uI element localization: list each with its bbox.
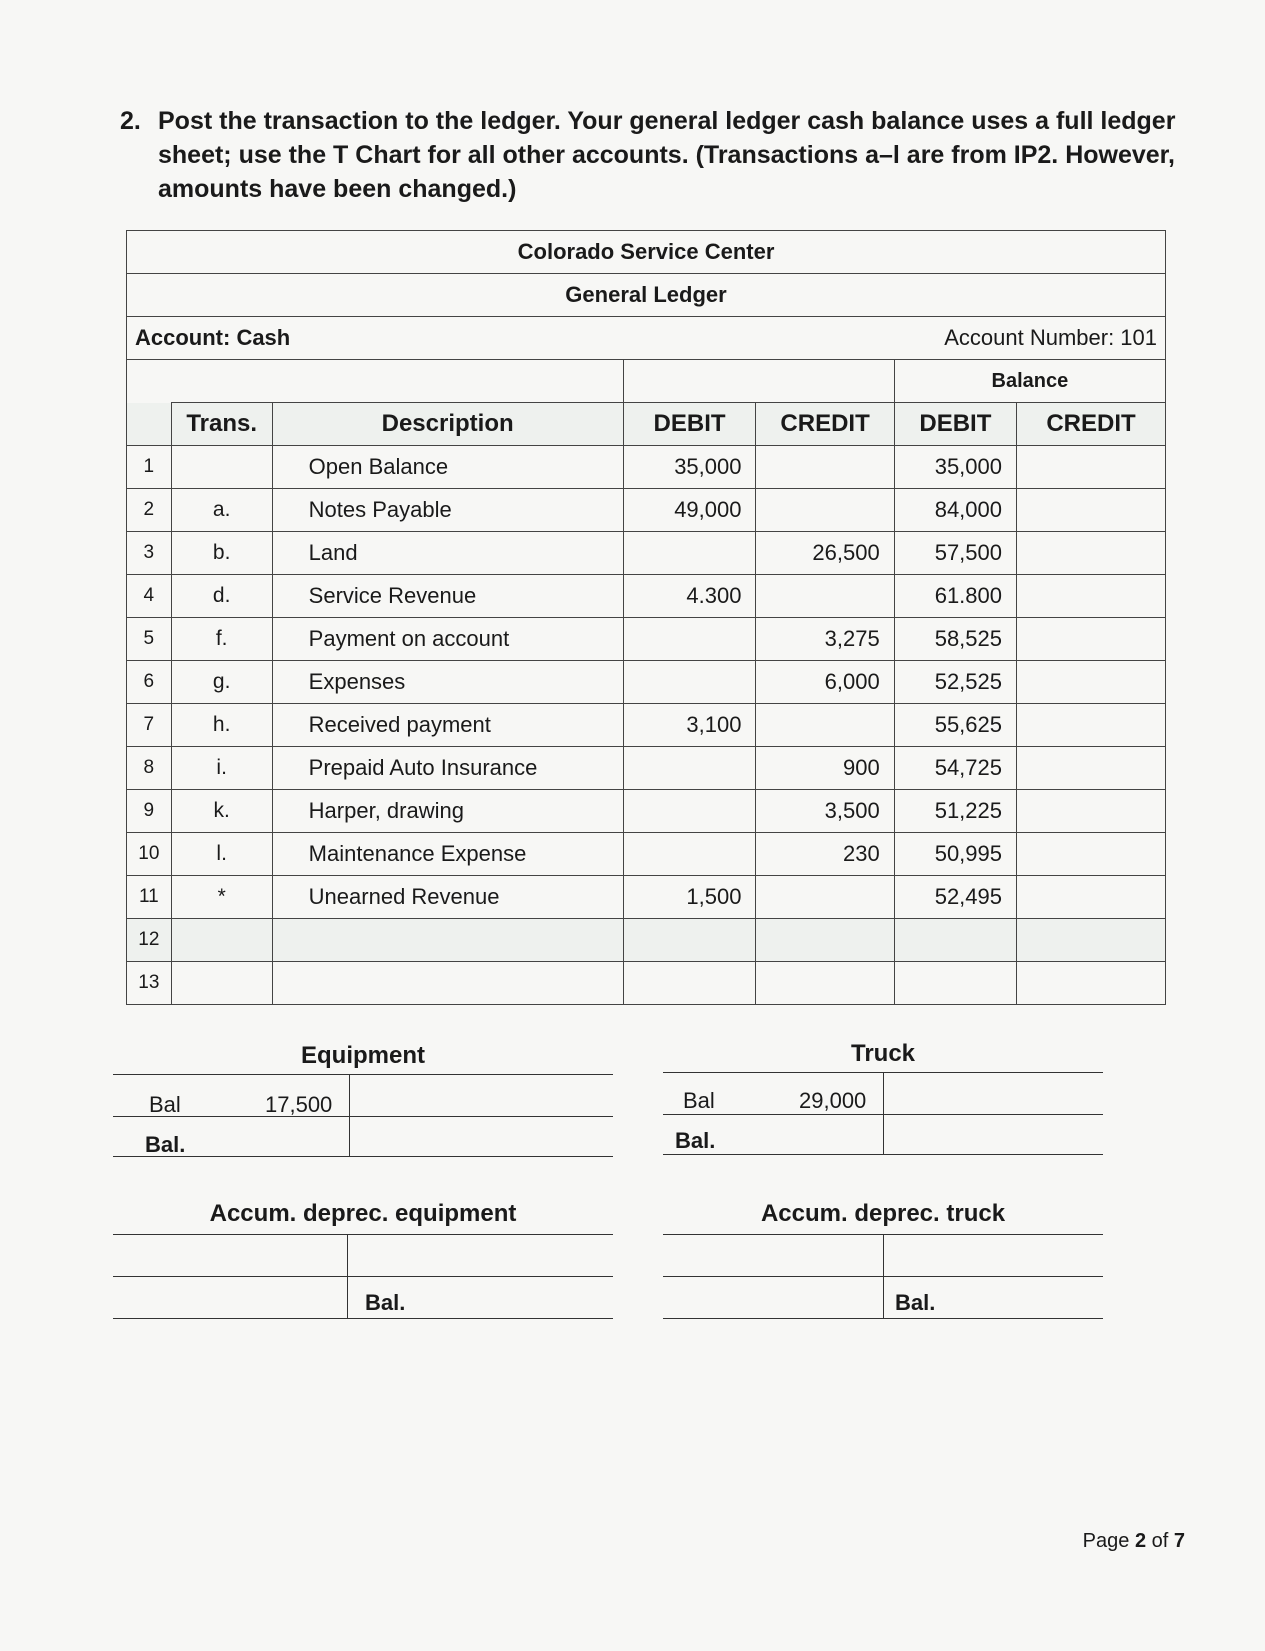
- page-number: Page 2 of 7: [1082, 1530, 1185, 1552]
- trans-ref: a.: [171, 489, 272, 532]
- debit-amount: 3,100: [623, 704, 756, 747]
- debit-amount: [623, 919, 756, 962]
- trans-ref: h.: [171, 704, 272, 747]
- trans-ref: k.: [171, 790, 272, 833]
- t-line: [113, 1234, 613, 1235]
- line-number: 9: [127, 790, 172, 833]
- ledger-row: [127, 833, 1166, 876]
- closing-balance-label: Bal.: [145, 1132, 186, 1157]
- description: Unearned Revenue: [272, 876, 623, 919]
- balance-debit: 35,000: [894, 446, 1016, 489]
- debit-amount: [623, 532, 756, 575]
- debit-amount: 49,000: [623, 489, 756, 532]
- trans-ref: [171, 962, 272, 1005]
- line-number: 1: [127, 446, 172, 489]
- ledger-row: [127, 489, 1166, 532]
- trans-ref: [171, 446, 272, 489]
- t-line: [663, 1318, 1103, 1319]
- debit-amount: [623, 618, 756, 661]
- balance-debit-col-header: DEBIT: [894, 403, 1016, 446]
- balance-debit: 52,525: [894, 661, 1016, 704]
- balance-debit: [894, 962, 1016, 1005]
- closing-balance-label: Bal.: [675, 1128, 716, 1153]
- account-label: Account: Cash: [127, 317, 756, 360]
- line-number: 11: [127, 876, 172, 919]
- balance-value: 17,500: [265, 1092, 333, 1117]
- debit-amount: [623, 962, 756, 1005]
- description-col-header: Description: [272, 403, 623, 446]
- debit-amount: 1,500: [623, 876, 756, 919]
- balance-credit: [1017, 532, 1166, 575]
- ledger-row: [127, 747, 1166, 790]
- line-number: 3: [127, 532, 172, 575]
- balance-label: Bal: [683, 1088, 715, 1113]
- t-account-title: Truck: [850, 1040, 916, 1067]
- t-line: [663, 1154, 1103, 1155]
- closing-balance-label: Bal.: [365, 1290, 406, 1315]
- description: Maintenance Expense: [272, 833, 623, 876]
- balance-debit: 84,000: [894, 489, 1016, 532]
- t-divider: [347, 1234, 348, 1318]
- ledger-row: [127, 661, 1166, 704]
- header-spacer-2: [623, 360, 894, 403]
- trans-ref: f.: [171, 618, 272, 661]
- line-number: 10: [127, 833, 172, 876]
- ledger-row: [127, 532, 1166, 575]
- trans-ref: *: [171, 876, 272, 919]
- credit-col-header: CREDIT: [756, 403, 894, 446]
- description: Prepaid Auto Insurance: [272, 747, 623, 790]
- credit-amount: [756, 446, 894, 489]
- ledger-row: [127, 962, 1166, 1005]
- balance-debit: [894, 919, 1016, 962]
- description: [272, 962, 623, 1005]
- credit-amount: 900: [756, 747, 894, 790]
- debit-amount: [623, 790, 756, 833]
- t-account-accum-deprec-equipment: [113, 1198, 613, 1326]
- line-number: 2: [127, 489, 172, 532]
- credit-amount: 26,500: [756, 532, 894, 575]
- ledger-title: General Ledger: [127, 274, 1166, 317]
- balance-debit: 55,625: [894, 704, 1016, 747]
- trans-ref: l.: [171, 833, 272, 876]
- description: Service Revenue: [272, 575, 623, 618]
- balance-credit: [1017, 575, 1166, 618]
- balance-debit: 51,225: [894, 790, 1016, 833]
- description: Open Balance: [272, 446, 623, 489]
- balance-credit: [1017, 446, 1166, 489]
- trans-ref: g.: [171, 661, 272, 704]
- description: Expenses: [272, 661, 623, 704]
- trans-col-header: Trans.: [171, 403, 272, 446]
- balance-credit: [1017, 489, 1166, 532]
- credit-amount: 3,500: [756, 790, 894, 833]
- trans-ref: b.: [171, 532, 272, 575]
- ledger-body: [127, 446, 1166, 1005]
- balance-credit: [1017, 919, 1166, 962]
- ledger-row: [127, 446, 1166, 489]
- company-name: Colorado Service Center: [127, 231, 1166, 274]
- line-col-header: [127, 403, 172, 446]
- trans-ref: [171, 919, 272, 962]
- ledger-row: [127, 704, 1166, 747]
- credit-amount: [756, 575, 894, 618]
- balance-debit: 50,995: [894, 833, 1016, 876]
- balance-debit: 61.800: [894, 575, 1016, 618]
- trans-ref: d.: [171, 575, 272, 618]
- balance-credit: [1017, 747, 1166, 790]
- t-account-equipment: [113, 1040, 613, 1162]
- t-divider: [349, 1074, 350, 1156]
- balance-value: 29,000: [799, 1088, 867, 1113]
- debit-amount: 35,000: [623, 446, 756, 489]
- balance-debit: 54,725: [894, 747, 1016, 790]
- balance-credit: [1017, 704, 1166, 747]
- closing-balance-label: Bal.: [895, 1290, 936, 1315]
- description: Notes Payable: [272, 489, 623, 532]
- credit-amount: [756, 962, 894, 1005]
- t-account-title: Accum. deprec. equipment: [209, 1200, 517, 1227]
- debit-amount: [623, 661, 756, 704]
- balance-credit-col-header: CREDIT: [1017, 403, 1166, 446]
- balance-credit: [1017, 876, 1166, 919]
- t-account-accum-deprec-truck: [663, 1198, 1103, 1326]
- balance-credit: [1017, 833, 1166, 876]
- t-account-title: Accum. deprec. truck: [760, 1200, 1006, 1227]
- trans-ref: i.: [171, 747, 272, 790]
- t-line: [113, 1074, 613, 1075]
- t-divider: [883, 1072, 884, 1154]
- t-line: [113, 1276, 613, 1277]
- line-number: 7: [127, 704, 172, 747]
- description: [272, 919, 623, 962]
- instruction-number: 2.: [120, 107, 141, 135]
- description: Harper, drawing: [272, 790, 623, 833]
- balance-label: Balance: [894, 360, 1165, 403]
- balance-debit: 57,500: [894, 532, 1016, 575]
- t-line: [113, 1116, 613, 1117]
- description: Payment on account: [272, 618, 623, 661]
- debit-amount: 4.300: [623, 575, 756, 618]
- balance-credit: [1017, 618, 1166, 661]
- line-number: 12: [127, 919, 172, 962]
- description: Received payment: [272, 704, 623, 747]
- debit-amount: [623, 747, 756, 790]
- ledger-row: [127, 876, 1166, 919]
- balance-debit: 58,525: [894, 618, 1016, 661]
- t-line: [113, 1318, 613, 1319]
- t-account-truck: [663, 1038, 1103, 1160]
- credit-amount: [756, 704, 894, 747]
- t-account-title: Equipment: [301, 1042, 425, 1069]
- balance-credit: [1017, 962, 1166, 1005]
- line-number: 4: [127, 575, 172, 618]
- balance-debit: 52,495: [894, 876, 1016, 919]
- ledger-row: [127, 575, 1166, 618]
- line-number: 5: [127, 618, 172, 661]
- debit-amount: [623, 833, 756, 876]
- t-divider: [883, 1234, 884, 1318]
- balance-credit: [1017, 790, 1166, 833]
- line-number: 13: [127, 962, 172, 1005]
- ledger-row: [127, 790, 1166, 833]
- credit-amount: [756, 489, 894, 532]
- balance-credit: [1017, 661, 1166, 704]
- ledger-row: [127, 618, 1166, 661]
- t-line: [113, 1156, 613, 1157]
- balance-label: Bal: [149, 1092, 181, 1117]
- credit-amount: 230: [756, 833, 894, 876]
- debit-col-header: DEBIT: [623, 403, 756, 446]
- header-spacer: [127, 360, 624, 403]
- credit-amount: 6,000: [756, 661, 894, 704]
- ledger-row: [127, 919, 1166, 962]
- line-number: 8: [127, 747, 172, 790]
- general-ledger-table: [126, 230, 1166, 1005]
- instruction-text: Post the transaction to the ledger. Your general ledger cash balance uses a full ledger sheet; use the T Chart for all other accounts. (Transactions a–l are from IP2. However, amounts have been changed.): [158, 107, 1176, 203]
- instruction: [120, 104, 1200, 206]
- credit-amount: 3,275: [756, 618, 894, 661]
- account-number: Account Number: 101: [756, 317, 1166, 360]
- description: Land: [272, 532, 623, 575]
- line-number: 6: [127, 661, 172, 704]
- credit-amount: [756, 876, 894, 919]
- credit-amount: [756, 919, 894, 962]
